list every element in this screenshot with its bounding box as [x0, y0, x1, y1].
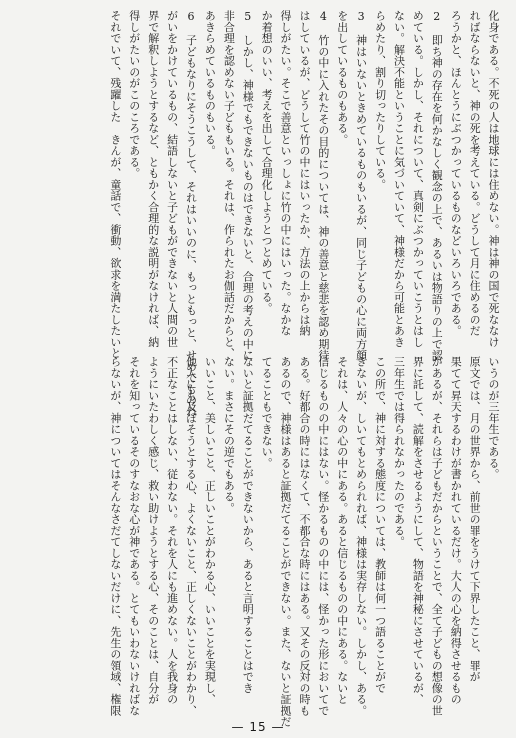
text-line: 得しがたい。そこで善意といっしょに竹の中にはいった。なかな [279, 10, 293, 337]
text-line: ある。好都合の時にはなくて、不都合な時にはある。又その反対の時も [297, 356, 311, 716]
text-line: 不正なことはしない、従わない。それを人にも進めない。人を我身の [165, 356, 179, 705]
text-line: この所で、神に対する態度については、教師は何一つ語ることがで [373, 356, 387, 694]
text-line: はしているが、どうして竹の中にはいったか、方法の上からは納 [297, 10, 311, 337]
text-line: 化身である。不死の人は地球には住めない。神は神の国で死ななけ [487, 10, 500, 348]
text-line: 5 しかし、神様でもできないものはできないと、合理の考えの中に [241, 10, 255, 361]
text-line: を出しているものもある。 [335, 10, 349, 145]
text-line: それでいて、残躍した きんが、童話で、衝動、欲求を満たしたいと [108, 10, 122, 359]
text-line: 2 即ち神の存在を何かなしく観念の上で、あるいは物語りの上で認 [430, 10, 444, 361]
text-line: ようにいたわしく感じ、救い助けようとする心、そのことは、自分が [146, 356, 160, 705]
text-line: 4 竹の中に入れたその目的については、神の善意と慈悲を認め期待 [316, 10, 330, 361]
page-number: — 15 — [231, 720, 285, 734]
text-line: あきらめているものもいる。 [203, 10, 217, 157]
text-line: 他人にも及ぼそうとする心、よくないこと、正しくないことがわかり、 [184, 356, 198, 716]
text-line: か着想のいい、考えを出して合理化しようとつとめている。 [260, 10, 274, 314]
text-line: があるが、それらは子どもだからということで、全て子どもの想像の世 [430, 356, 444, 716]
text-line: それを知っているそのすなおな心が神である。とてもいわないければな [127, 356, 141, 716]
text-line: めている。しかし、それについて、真剣にぶつかっていこうとはし [411, 10, 425, 348]
text-line: きないが、しいてもとめられれば、神様は実存しない。しかし、ある。 [354, 356, 368, 716]
text-line: ない。解決不能ということに気づいていて、神様だから可能とあき [392, 10, 406, 348]
text-line: てることもできない。 [260, 356, 274, 469]
text-line: 3 神はいないときめているものもいるが、同じ子どもの心に両方顔 [354, 10, 368, 361]
text-line: ればならないと、神の死を考えている。どうして月に住めるのだ [468, 10, 482, 337]
text-line: 果てて昇天するわけが書かれているだけ。大人の心を納得させるもの [449, 356, 463, 705]
text-line: あるので、神様はあると証拠だてることができない。また、ないと証拠だ [279, 356, 293, 728]
text-line: 界で解釈しようとするなど、ともかく合理的な説明がなければ、納 [146, 10, 160, 348]
text-line: 三年生では得られなかったのである。 [392, 356, 406, 548]
text-line: 得しがたいのがこのころである。 [127, 10, 141, 179]
text-line: いいこと、美しいこと、正しいことがわかる心、いいことを実現し、 [203, 356, 217, 705]
text-line: ない。まさにその逆でもある。 [222, 356, 236, 514]
text-line: 6 子どもなりにそうこうして、それはいいのに、もっともっと、せめてものね [184, 10, 198, 417]
text-line: らないが、神についてはそんなさだてしないだけに、先生の領域、権限 [108, 356, 122, 716]
text-line: 原文では、月の世界から、前世の罪をうけて下界したこと、罪が [468, 356, 482, 683]
text-line: がいをかけているもの、結語しないと子どもができないと人間の世 [165, 10, 179, 348]
text-line: いうのが三年生である。 [487, 356, 500, 480]
text-line: ないと証拠だてることができないから、あると言明することはでき [241, 356, 255, 694]
text-line: 非合理を認めない子どももいる。それは、作られたお伽話だからと、 [222, 10, 236, 359]
text-line: 信じるものの中にはない。怪かるものの中には、怪かった形においてで [316, 356, 330, 716]
text-line: それは、人々の心の中にある。あると信じるものの中にある。ないと [335, 356, 349, 705]
text-line: 界に託して、読解をさせるようにして、物語を神秘にさせているが、 [411, 356, 425, 705]
text-line: らめたり、割り切ったりしている。 [373, 10, 387, 190]
text-line: ろうかと、ほんとうにぶつかっているものなどいろいろである。 [449, 10, 463, 337]
